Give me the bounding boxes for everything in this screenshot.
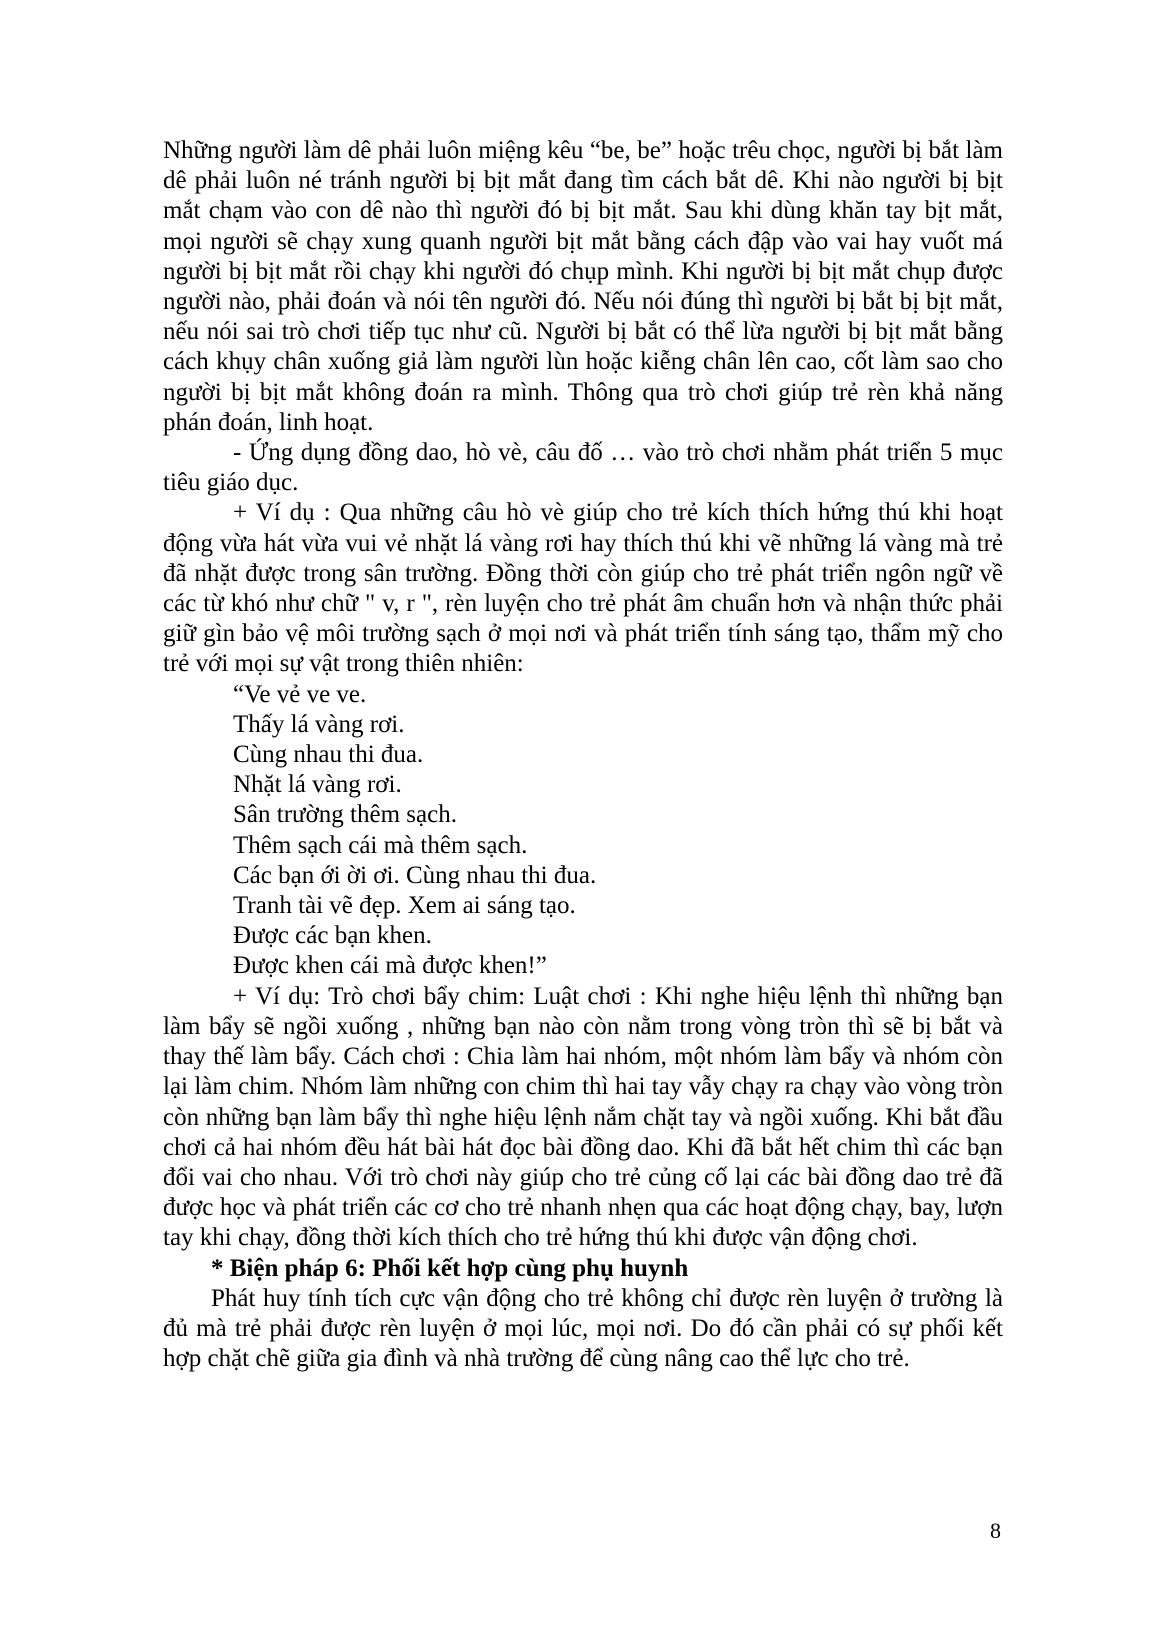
page-number: 8: [990, 1518, 1001, 1543]
poem-line: Sân trường thêm sạch.: [233, 801, 457, 829]
poem-line: Được khen cái mà được khen!”: [233, 952, 547, 980]
paragraph-intro: Những người làm dê phải luôn miệng kêu “be, be” hoặc trêu chọc, người bị bắt làm dê phải luôn né tránh người bị bịt mắt đang tìm cách bắt dê. Khi nào người bị bịt mắt chạm vào con dê nào thì người đó bị bịt mắt. Sau khi dùng khăn tay bịt mắt, mọi người sẽ chạy xung quanh người bịt mắt bằng cách đập vào vai hay vuốt má người bị bịt mắt rồi chạy khi người đó chụp mình. Khi người bị bịt mắt chụp được người nào, phải đoán và nói tên người đó. Nếu nói đúng thì người bị bắt bị bịt mắt, nếu nói sai trò chơi tiếp tục như cũ. Người bị bắt có thể lừa người bị bịt mắt bằng cách khụy chân xuống giả làm người lùn hoặc kiễng chân lên cao, cốt làm sao cho người bị bịt mắt không đoán ra mình. Thông qua trò chơi giúp trẻ rèn khả năng phán đoán, linh hoạt.: [163, 137, 1003, 436]
poem-line: Cùng nhau thi đua.: [233, 741, 424, 769]
poem-line: “Ve vẻ ve ve.: [233, 680, 367, 708]
paragraph-measure-6: Phát huy tính tích cực vận động cho trẻ không chỉ được rèn luyện ở trường là đủ mà trẻ phải được rèn luyện ở mọi lúc, mọi nơi. Do đó cần phải có sự phối kết hợp chặt chẽ giữa gia đình và nhà trường để cùng nâng cao thể lực cho trẻ.: [163, 1284, 1003, 1373]
poem-line: Thêm sạch cái mà thêm sạch.: [233, 831, 528, 859]
poem-line: Tranh tài vẽ đẹp. Xem ai sáng tạo.: [233, 892, 576, 920]
poem-line: Nhặt lá vàng rơi.: [233, 771, 402, 799]
poem-block: [163, 680, 1003, 982]
example-paragraph-2: + Ví dụ: Trò chơi bẩy chim: Luật chơi : Khi nghe hiệu lệnh thì những bạn làm bẩy sẽ ngồi xuống , những bạn nào còn nằm trong vòng tròn thì sẽ bị bắt và thay thế làm bẩy. Cách chơi : Chia làm hai nhóm, một nhóm làm bẩy và nhóm còn lại làm chim. Nhóm làm những con chim thì hai tay vẫy chạy ra chạy vào vòng tròn còn những bạn làm bẩy thì nghe hiệu lệnh nắm chặt tay và ngồi xuống. Khi bắt đầu chơi cả hai nhóm đều hát bài hát đọc bài đồng dao. Khi đã bắt hết chim thì các bạn đổi vai cho nhau. Với trò chơi này giúp cho trẻ củng cố lại các bài đồng dao trẻ đã được học và phát triển các cơ cho trẻ nhanh nhẹn qua các hoạt động chạy, bay, lượn tay khi chạy, đồng thời kích thích cho trẻ hứng thú khi được vận động chơi.: [163, 982, 1003, 1252]
example-paragraph-1: + Ví dụ : Qua những câu hò vè giúp cho trẻ kích thích hứng thú khi hoạt động vừa hát vừa vui vẻ nhặt lá vàng rơi hay thích thú khi vẽ những lá vàng mà trẻ đã nhặt được trong sân trường. Đồng thời còn giúp cho trẻ phát triển ngôn ngữ về các từ khó như chữ " v, r ", rèn luyện cho trẻ phát âm chuẩn hơn và nhận thức phải giữ gìn bảo vệ môi trường sạch ở mọi nơi và phát triển tính sáng tạo, thẩm mỹ cho trẻ với mọi sự vật trong thiên nhiên:: [163, 499, 1003, 678]
document-page: [163, 136, 1003, 1374]
bullet-apply-folk-songs: - Ứng dụng đồng dao, hò vè, câu đố … vào trò chơi nhằm phát triển 5 mục tiêu giáo dục.: [163, 439, 1003, 497]
poem-line: Các bạn ới ời ơi. Cùng nhau thi đua.: [233, 861, 597, 889]
section-heading-measure-6: * Biện pháp 6: Phối kết hợp cùng phụ huynh: [211, 1254, 689, 1282]
poem-line: Thấy lá vàng rơi.: [233, 710, 405, 738]
poem-line: Được các bạn khen.: [233, 922, 432, 950]
